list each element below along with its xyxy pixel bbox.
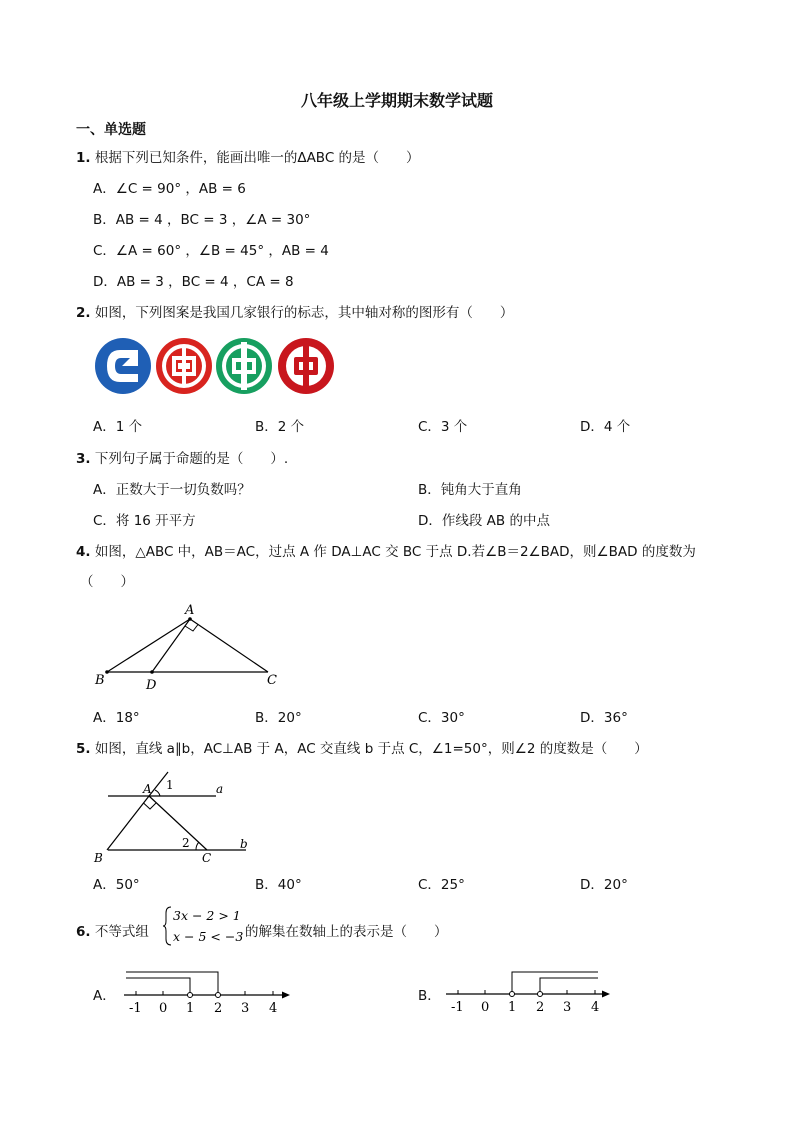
q2-option-c: C．3 个 [418,419,468,435]
tick-label: 0 [481,1000,490,1015]
question-3 [76,447,288,467]
boc-logo-icon [278,338,334,394]
tick-label: 3 [241,1001,250,1016]
q2-option-a: A．1 个 [93,419,143,435]
question-number: 4. [76,544,91,560]
question-number: 2. [76,305,91,321]
q6-number-line-a [118,964,294,1016]
label-c-point: C [202,851,212,865]
question-text: 下列句子属于命题的是（ ）. [94,451,289,467]
question-6 [76,920,149,940]
tick-label: 3 [563,1000,572,1015]
q4-option-b: B．20° [255,710,302,726]
abc-logo-icon [216,338,272,394]
q2-option-d: D．4 个 [580,419,631,435]
q5-option-b: B．40° [255,877,302,893]
label-b-point: B [94,851,103,865]
tick-label: 4 [269,1001,278,1016]
label-a: A [185,603,195,618]
question-text: 如图，下列图案是我国几家银行的标志，其中轴对称的图形有（ ） [94,305,514,321]
label-line-a: a [216,782,224,796]
q3-option-b: B．钝角大于直角 [418,482,522,498]
inequality-system [163,903,243,949]
label-angle-1: 1 [166,778,174,792]
tick-label: -1 [129,1001,142,1016]
q1-option-d: D．AB = 3 ，BC = 4 ，CA = 8 [93,274,294,290]
tick-label: -1 [451,1000,464,1015]
q4-option-d: D．36° [580,710,628,726]
question-number: 3. [76,451,91,467]
tick-label: 2 [214,1001,223,1016]
question-text: 根据下列已知条件，能画出唯一的ΔABC 的是（ ） [94,150,420,166]
q3-option-c: C．将 16 开平方 [93,513,196,529]
inequality-2: x − 5 < −3 [173,929,243,944]
question-4 [76,540,696,560]
question-4-bracket: （ ） [80,574,134,590]
bank-logos [94,336,336,396]
question-text: 如图，直线 a∥b，AC⊥AB 于 A，AC 交直线 b 于点 C，∠1=50°，则∠2 的度数是（ ） [94,741,648,757]
q5-option-c: C．25° [418,877,465,893]
label-a-point: A [143,782,152,796]
q6-option-a: A． [93,988,116,1004]
question-text-post: 的解集在数轴上的表示是（ ） [245,924,448,940]
tick-label: 2 [536,1000,545,1015]
question-1 [76,146,420,166]
q1-option-c: C．∠A = 60° ，∠B = 45° ，AB = 4 [93,243,329,259]
q3-option-d: D．作线段 AB 的中点 [418,513,550,529]
q4-option-a: A．18° [93,710,140,726]
q2-option-b: B．2 个 [255,419,305,435]
question-2 [76,301,513,321]
q4-triangle-diagram [90,598,290,693]
label-c: C [267,673,277,688]
tick-label: 0 [159,1001,168,1016]
label-b: B [95,673,105,688]
tick-label: 1 [186,1001,195,1016]
q4-option-c: C．30° [418,710,465,726]
ccb-logo-icon [95,338,151,394]
section-heading: 一、单选题 [76,122,146,138]
question-text: 如图，△ABC 中，AB＝AC，过点 A 作 DA⊥AC 交 BC 于点 D.若∠B＝2∠BAD，则∠BAD 的度数为 [94,544,696,560]
q1-option-a: A．∠C = 90° ，AB = 6 [93,181,246,197]
tick-label: 1 [508,1000,517,1015]
page-title: 八年级上学期期末数学试题 [300,91,493,110]
question-text-pre: 不等式组 [94,924,149,940]
question-5 [76,737,648,757]
q6-number-line-b [440,964,616,1016]
label-angle-2: 2 [182,836,190,850]
q1-option-b: B．AB = 4 ，BC = 3 ，∠A = 30° [93,212,311,228]
q5-parallel-lines-diagram [90,766,260,866]
q5-option-d: D．20° [580,877,628,893]
question-number: 5. [76,741,91,757]
bank-logo-2-icon [156,338,212,394]
question-number: 6. [76,924,91,940]
q3-option-a: A．正数大于一切负数吗？ [93,482,251,498]
q6-option-b: B． [418,988,441,1004]
inequality-1: 3x − 2 > 1 [173,908,241,923]
label-line-b: b [240,837,248,851]
question-number: 1. [76,150,91,166]
label-d: D [146,678,157,693]
tick-label: 4 [591,1000,600,1015]
q5-option-a: A．50° [93,877,140,893]
